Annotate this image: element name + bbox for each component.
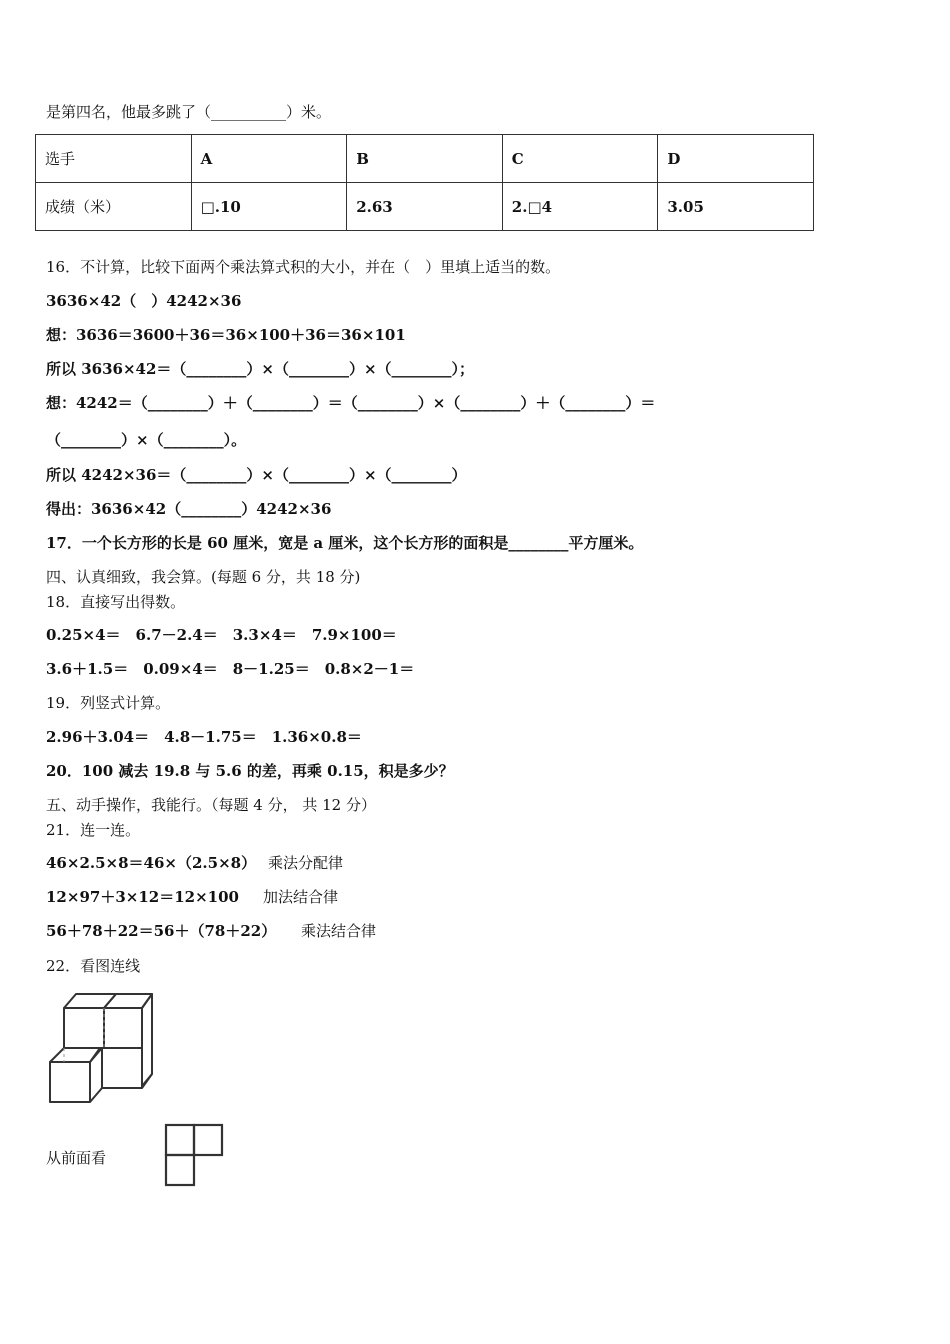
q22-title: 22．看图连线 xyxy=(46,957,141,975)
q20: 20．100 减去 19.8 与 5.6 的差，再乘 0.15，积是多少？ xyxy=(46,762,454,780)
table-cell: 2.□4 xyxy=(502,183,658,231)
q21-item-left: 56＋78＋22＝56＋（78＋22） xyxy=(46,922,277,940)
q16-expr: 3636×42（ ）4242×36 xyxy=(46,292,242,310)
q19-title: 19．列竖式计算。 xyxy=(46,694,171,712)
table-cell: C xyxy=(502,135,658,183)
q21-item-left: 12×97＋3×12＝12×100 xyxy=(46,888,239,906)
q16-result: 得出：3636×42（________）4242×36 xyxy=(46,500,332,518)
q21-item-left: 46×2.5×8＝46×（2.5×8） xyxy=(46,854,257,872)
front-view-figure xyxy=(163,1122,225,1188)
q17: 17．一个长方形的长是 60 厘米，宽是 a 厘米，这个长方形的面积是________平方厘米。 xyxy=(46,534,644,552)
q18-title: 18．直接写出得数。 xyxy=(46,593,186,611)
table-row xyxy=(36,183,814,231)
q16-think2: 想：4242＝（________）＋（________）＝（________）×（________）＋（________）＝ xyxy=(46,394,656,412)
table-cell: 选手 xyxy=(36,135,192,183)
results-table xyxy=(35,134,814,231)
q16-title: 16．不计算，比较下面两个乘法算式积的大小，并在（ ）里填上适当的数。 xyxy=(46,258,561,276)
table-cell: □.10 xyxy=(191,183,347,231)
q21-title: 21．连一连。 xyxy=(46,821,141,839)
table-header-row xyxy=(36,135,814,183)
cube-stack-figure xyxy=(44,988,159,1108)
q18-row2: 3.6＋1.5＝ 0.09×4＝ 8－1.25＝ 0.8×2－1＝ xyxy=(46,660,415,678)
q16-so2: 所以 4242×36＝（________）×（________）×（________） xyxy=(46,466,467,484)
q22-view-label: 从前面看 xyxy=(46,1149,107,1167)
table-cell: A xyxy=(191,135,347,183)
table-cell: 2.63 xyxy=(347,183,503,231)
intro-line: 是第四名，他最多跳了（__________）米。 xyxy=(46,103,332,121)
q21-item-right: 乘法结合律 xyxy=(301,922,377,940)
table-cell: 成绩（米） xyxy=(36,183,192,231)
q19-row: 2.96＋3.04＝ 4.8－1.75＝ 1.36×0.8＝ xyxy=(46,728,362,746)
table-cell: 3.05 xyxy=(658,183,814,231)
section-5-heading: 五、动手操作，我能行。（每题 4 分， 共 12 分） xyxy=(46,796,376,814)
q16-think2b: （________）×（________）。 xyxy=(46,431,247,449)
table-cell: D xyxy=(658,135,814,183)
q16-so1: 所以 3636×42＝（________）×（________）×（________）； xyxy=(46,360,475,378)
q16-think1: 想：3636＝3600＋36＝36×100＋36＝36×101 xyxy=(46,326,406,344)
q21-item-right: 乘法分配律 xyxy=(268,854,344,872)
table-cell: B xyxy=(347,135,503,183)
q21-item-right: 加法结合律 xyxy=(263,888,339,906)
section-4-heading: 四、认真细致，我会算。(每题 6 分，共 18 分) xyxy=(46,568,361,586)
q18-row1: 0.25×4＝ 6.7－2.4＝ 3.3×4＝ 7.9×100＝ xyxy=(46,626,397,644)
